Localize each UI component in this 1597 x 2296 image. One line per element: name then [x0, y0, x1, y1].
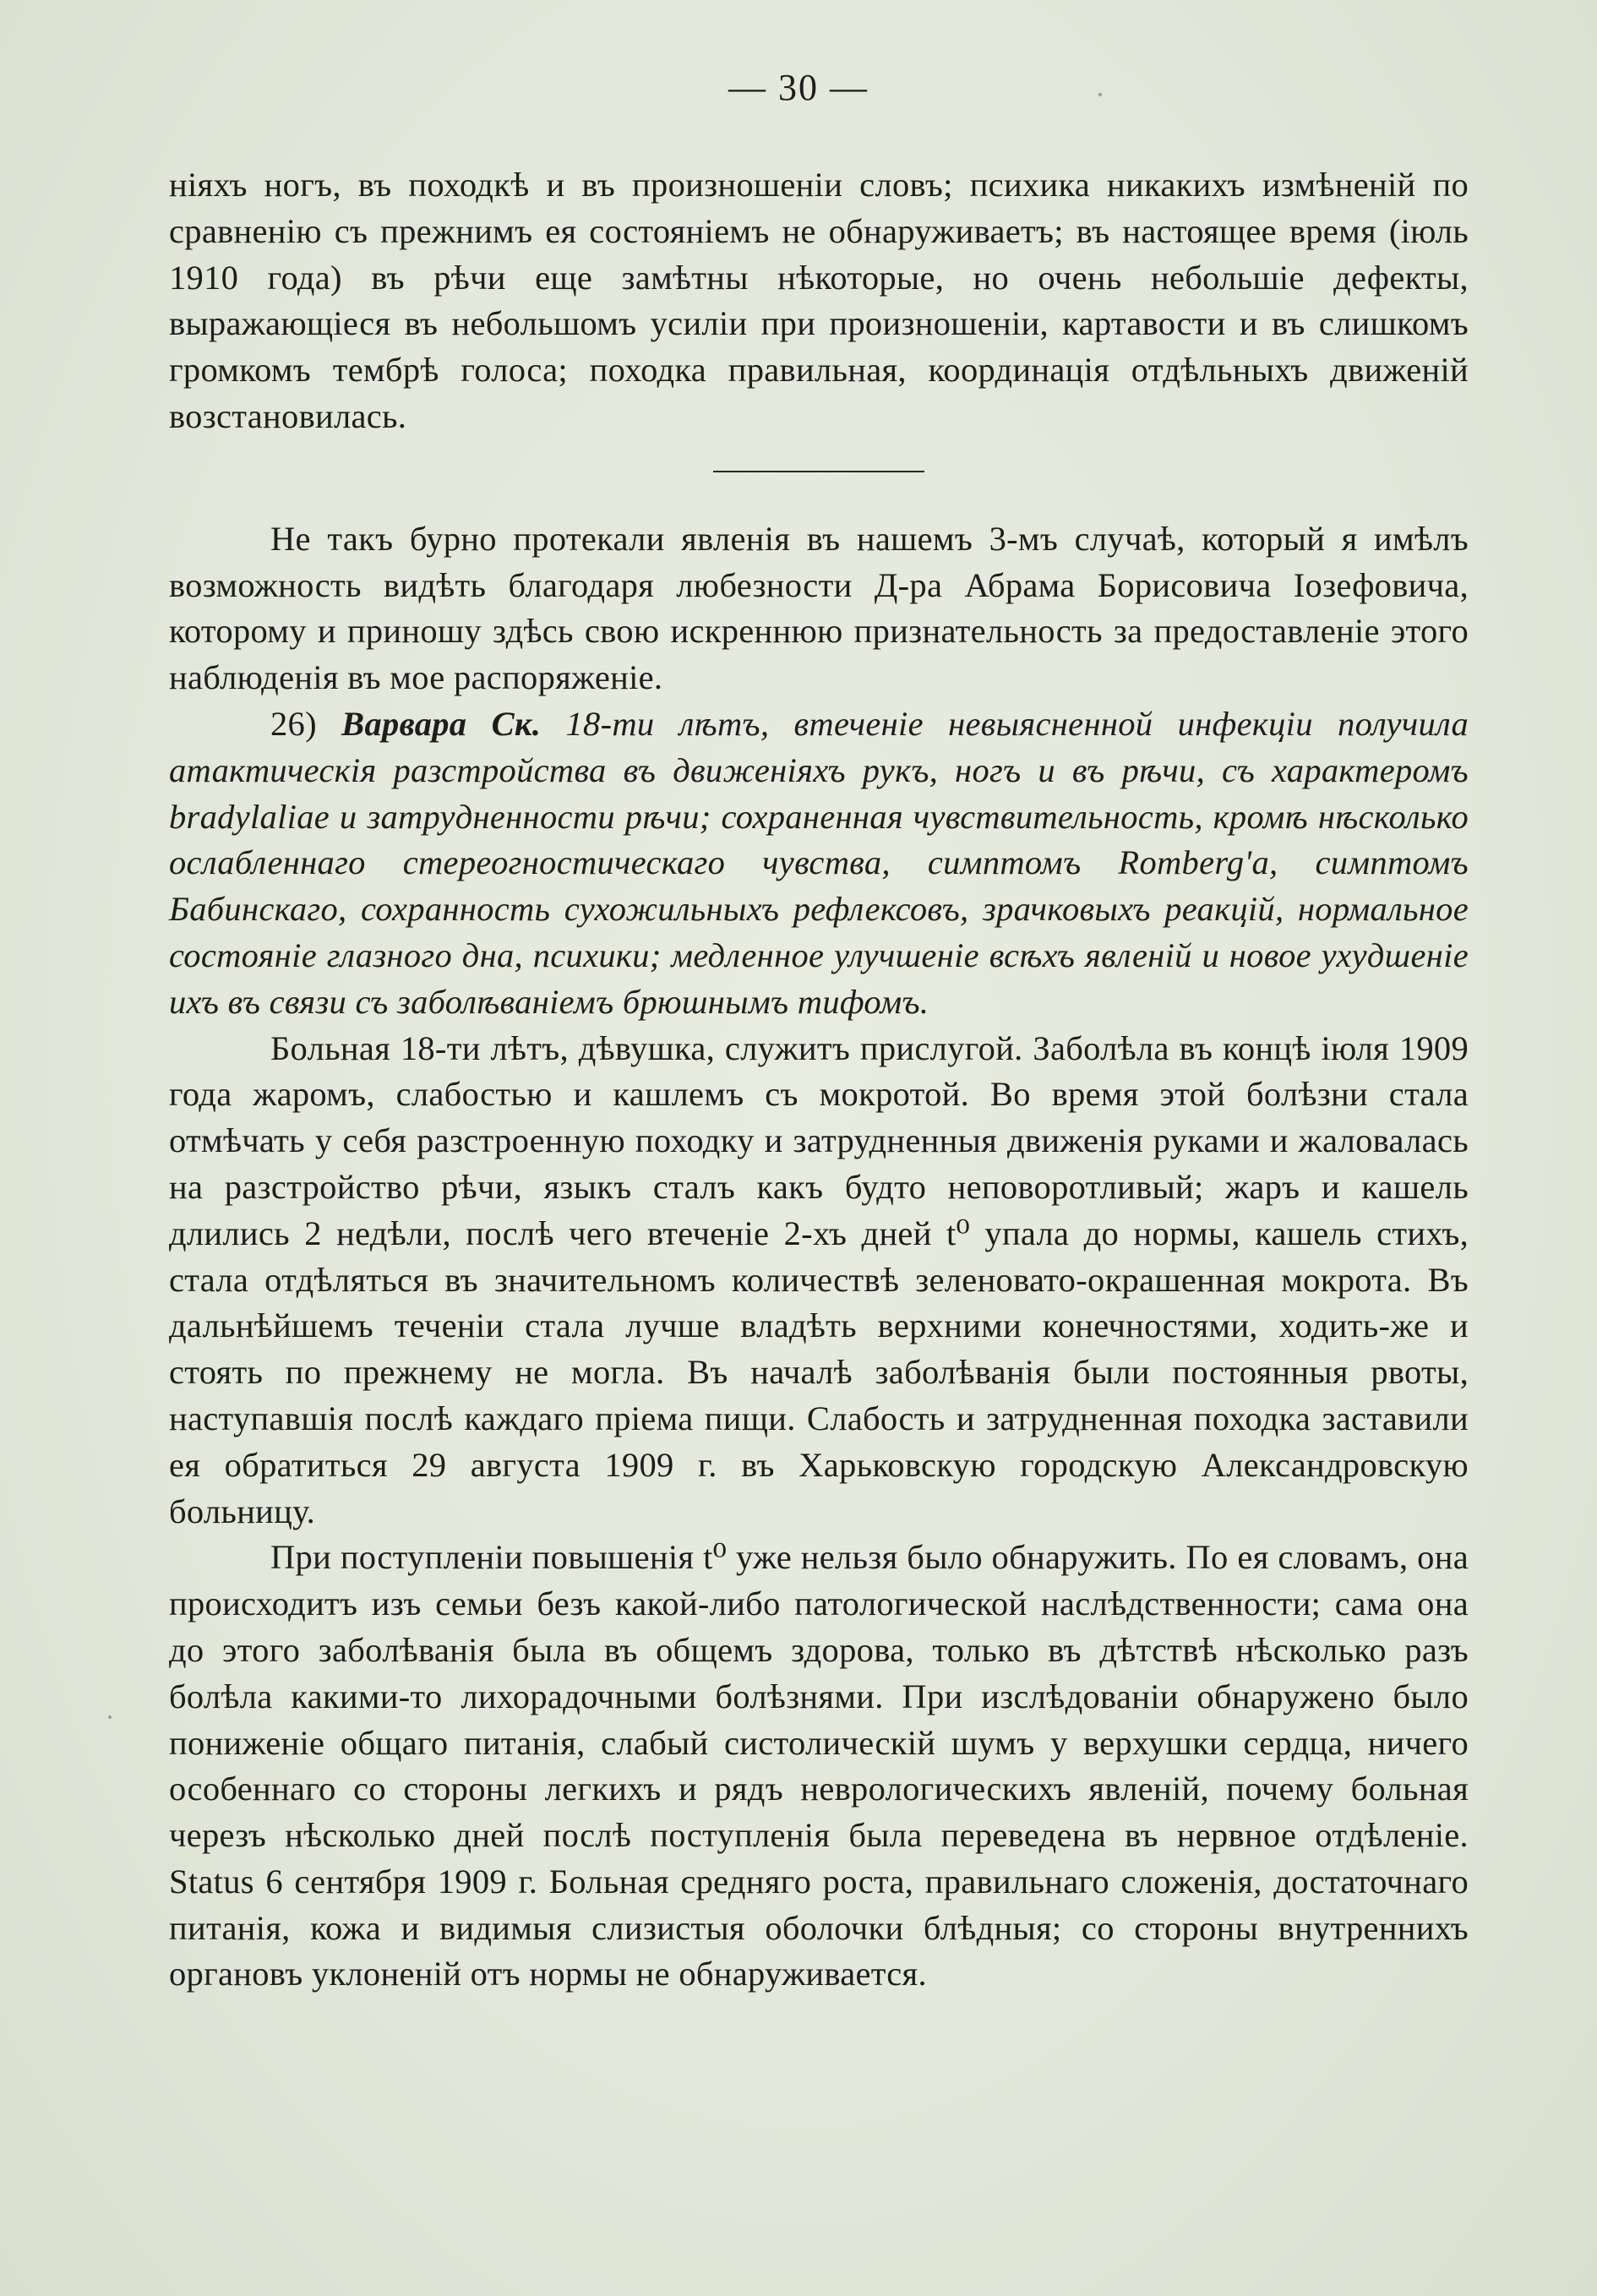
- page-number: — 30 —: [728, 67, 869, 108]
- case-number: 26): [270, 704, 317, 743]
- section-divider: [713, 471, 924, 472]
- case-summary: 18-ти лѣтъ, втеченіе невыясненной инфекціи получила атактическія разстройства въ движеніяхъ рукъ, ногъ и въ рѣчи, съ характеромъ bradylaliae и затрудненности рѣчи; сохраненная чувствительность, кромѣ нѣсколько ослабленнаго стереогностическаго чувства, симптомъ Romberg'а, симптомъ Бабинскаго, сохранность сухожильныхъ рефлексовъ, зрачковыхъ реакцій, нормальное состояніе глазного дна, психики; медленное улучшеніе всѣхъ явленій и новое ухудшеніе ихъ въ связи съ заболѣваніемъ брюшнымъ тифомъ.: [169, 704, 1469, 1021]
- paper-speck: [108, 1715, 112, 1719]
- case-abstract: [169, 701, 1469, 1026]
- paragraph-case-intro: Не такъ бурно протекали явленія въ нашемъ 3-мъ случаѣ, который я имѣлъ возможность видѣть благодаря любезности Д-ра Абрама Борисовича Іозефовича, которому и приношу здѣсь свою искреннюю признательность за предоставленіе этого наблюденія въ мое распоряженіе.: [169, 519, 1469, 697]
- paragraph-status: При поступленіи повышенія t⁰ уже нельзя было обнаружить. По ея словамъ, она происходитъ изъ семьи безъ какой-либо патологической наслѣдственности; сама она до этого заболѣванія была въ общемъ здорова, только въ дѣтствѣ нѣсколько разъ болѣла какими-то лихорадочными болѣзнями. При изслѣдованіи обнаружено было пониженіе общаго питанія, слабый систолическій шумъ у верхушки сердца, ничего особеннаго со стороны легкихъ и рядъ неврологическихъ явленій, почему больная черезъ нѣсколько дней послѣ поступленія была переведена въ нервное отдѣленіе. Status 6 сентября 1909 г. Больная средняго роста, правильнаго сложенія, достаточнаго питанія, кожа и видимыя слизистыя оболочки блѣдныя; со стороны внутреннихъ органовъ уклоненій отъ нормы не обнаруживается.: [169, 1538, 1469, 1993]
- paragraph-continuation: ніяхъ ногъ, въ походкѣ и въ произношеніи словъ; психика никакихъ измѣненій по сравненію съ прежнимъ ея состояніемъ не обнаруживаетъ; въ настоящее время (іюль 1910 года) въ рѣчи еще замѣтны нѣкоторые, но очень небольшіе дефекты, выражающіеся въ небольшомъ усиліи при произношеніи, картавости и въ слишкомъ громкомъ тембрѣ голоса; походка правильная, координація отдѣльныхъ движеній возстановилась.: [169, 166, 1469, 435]
- paragraph-anamnesis: Больная 18-ти лѣтъ, дѣвушка, служитъ прислугой. Заболѣла въ концѣ іюля 1909 года жаромъ, слабостью и кашлемъ съ мокротой. Во время этой болѣзни стала отмѣчать у себя разстроенную походку и затрудненныя движенія руками и жаловалась на разстройство рѣчи, языкъ сталъ какъ будто неповоротливый; жаръ и кашель длились 2 недѣли, послѣ чего втеченіе 2-хъ дней t⁰ упала до нормы, кашель стихъ, стала отдѣляться въ значительномъ количествѣ зеленовато-окрашенная мокрота. Въ дальнѣйшемъ теченіи стала лучше владѣть верхними конечностями, ходить-же и стоять по прежнему не могла. Въ началѣ заболѣванія были постоянныя рвоты, наступавшія послѣ каждаго пріема пищи. Слабость и затрудненная походка заставили ея обратиться 29 августа 1909 г. въ Харьковскую городскую Александровскую больницу.: [169, 1028, 1469, 1530]
- paper-speck: [1098, 93, 1102, 96]
- body-text: [169, 162, 1469, 1998]
- case-patient-name: Варвара Ск.: [341, 704, 542, 743]
